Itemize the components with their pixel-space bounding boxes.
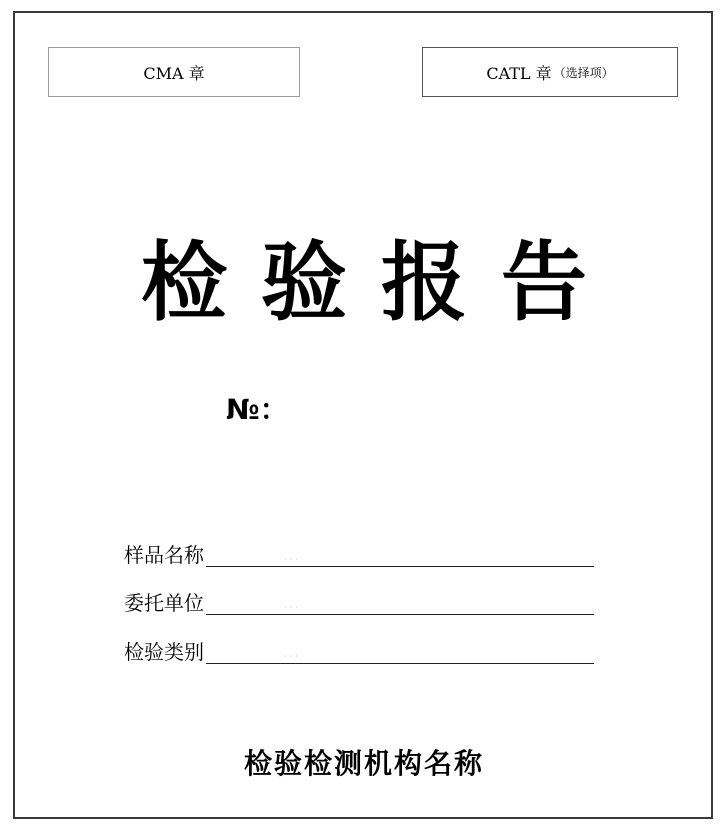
- inspection-type-line: [206, 641, 594, 664]
- report-number-label: №：: [226, 393, 288, 426]
- report-title: 检验报告: [141, 233, 621, 333]
- sample-name-line: [206, 544, 594, 567]
- line-dots: ···: [284, 603, 301, 612]
- line-dots: ···: [284, 652, 301, 661]
- inspection-type-field: [124, 634, 594, 664]
- sample-name-field: [124, 537, 594, 567]
- catl-stamp-box: [422, 47, 678, 97]
- organization-name: 检验检测机构名称: [243, 747, 484, 780]
- catl-stamp-optional-note: （选择项）: [553, 65, 614, 80]
- sample-name-label: 样品名称: [124, 543, 204, 567]
- document-border: [13, 11, 713, 819]
- client-unit-line: [206, 592, 594, 615]
- cma-stamp-label: CMA 章: [143, 63, 205, 83]
- client-unit-field: [124, 585, 594, 615]
- inspection-type-label: 检验类别: [124, 640, 204, 664]
- catl-stamp-label: CATL 章: [486, 63, 552, 83]
- client-unit-label: 委托单位: [124, 591, 204, 615]
- line-dots: ···: [284, 555, 301, 564]
- cma-stamp-box: [48, 47, 300, 97]
